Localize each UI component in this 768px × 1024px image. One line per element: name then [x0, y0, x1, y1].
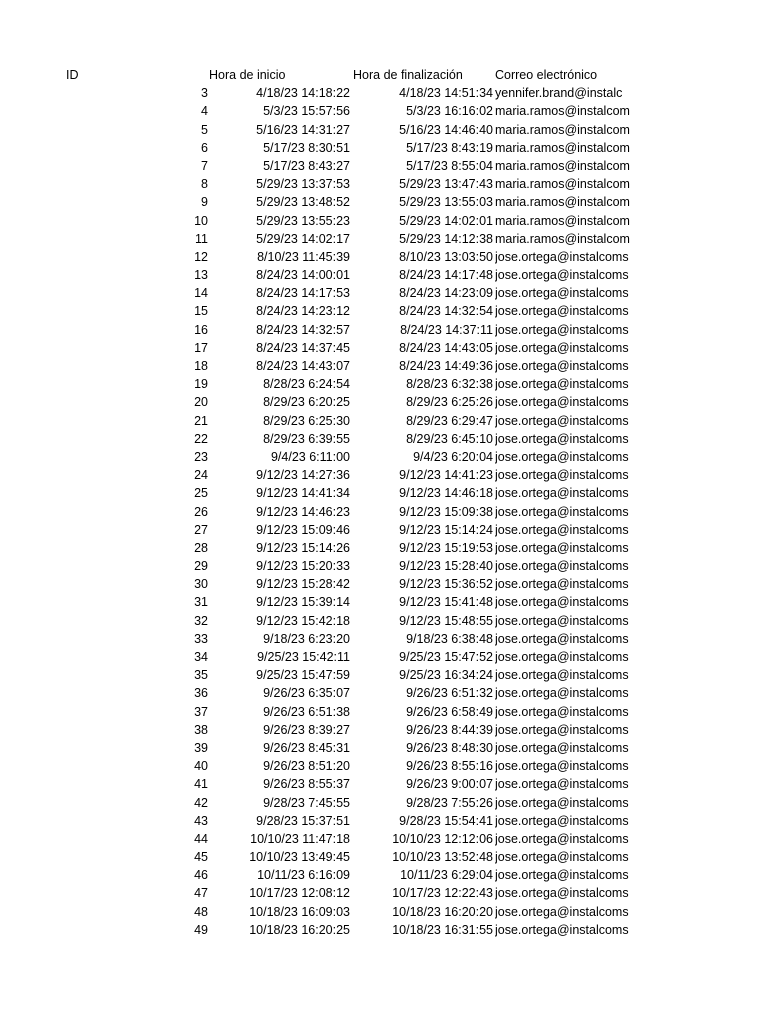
- cell-end-time[interactable]: 4/18/23 14:51:34: [399, 86, 493, 101]
- cell-id[interactable]: 23: [194, 449, 208, 464]
- cell-start-time[interactable]: 10/17/23 12:08:12: [249, 886, 350, 901]
- table-row: [0, 466, 768, 484]
- cell-email[interactable]: yennifer.brand@instalc: [495, 86, 623, 101]
- table-row: [0, 248, 768, 266]
- cell-email[interactable]: maria.ramos@instalcom: [495, 158, 630, 173]
- cell-end-time[interactable]: 9/12/23 15:48:55: [399, 613, 493, 628]
- cell-email[interactable]: jose.ortega@instalcoms: [495, 759, 629, 774]
- cell-start-time[interactable]: 5/17/23 8:30:51: [263, 140, 350, 155]
- cell-start-time[interactable]: 10/18/23 16:20:25: [249, 922, 350, 937]
- cell-end-time[interactable]: 8/24/23 14:43:05: [399, 340, 493, 355]
- cell-id[interactable]: 42: [194, 795, 208, 810]
- cell-end-time[interactable]: 10/11/23 6:29:04: [400, 868, 493, 883]
- cell-start-time[interactable]: 9/26/23 6:51:38: [263, 704, 350, 719]
- cell-id[interactable]: 29: [194, 559, 208, 574]
- cell-id[interactable]: 7: [201, 158, 208, 173]
- table-row: [0, 339, 768, 357]
- cell-start-time[interactable]: 9/26/23 8:55:37: [263, 777, 350, 792]
- cell-start-time[interactable]: 9/26/23 6:35:07: [263, 686, 350, 701]
- table-row: [0, 193, 768, 211]
- cell-email[interactable]: jose.ortega@instalcoms: [495, 304, 629, 319]
- table-row: [0, 121, 768, 139]
- cell-end-time[interactable]: 8/24/23 14:23:09: [399, 286, 493, 301]
- cell-end-time[interactable]: 5/16/23 14:46:40: [399, 122, 493, 137]
- cell-email[interactable]: jose.ortega@instalcoms: [495, 322, 629, 337]
- table-row: [0, 703, 768, 721]
- table-row: [0, 830, 768, 848]
- table-row: [0, 757, 768, 775]
- cell-email[interactable]: jose.ortega@instalcoms: [495, 850, 629, 865]
- cell-end-time[interactable]: 9/26/23 9:00:07: [406, 777, 493, 792]
- cell-end-time[interactable]: 8/29/23 6:45:10: [406, 431, 493, 446]
- cell-email[interactable]: jose.ortega@instalcoms: [495, 831, 629, 846]
- cell-end-time[interactable]: 10/17/23 12:22:43: [392, 886, 493, 901]
- cell-email[interactable]: jose.ortega@instalcoms: [495, 868, 629, 883]
- cell-id[interactable]: 20: [194, 395, 208, 410]
- cell-id[interactable]: 39: [194, 740, 208, 755]
- table-row: [0, 721, 768, 739]
- table-row: [0, 484, 768, 502]
- cell-end-time[interactable]: 8/29/23 6:25:26: [406, 395, 493, 410]
- table-row: [0, 648, 768, 666]
- cell-email[interactable]: jose.ortega@instalcoms: [495, 468, 629, 483]
- table-body: [0, 84, 768, 939]
- cell-start-time[interactable]: 5/29/23 14:02:17: [256, 231, 350, 246]
- cell-end-time[interactable]: 8/24/23 14:49:36: [399, 359, 493, 373]
- cell-email[interactable]: maria.ramos@instalcom: [495, 213, 630, 228]
- cell-start-time[interactable]: 8/24/23 14:00:01: [256, 268, 350, 283]
- cell-id[interactable]: 13: [194, 268, 208, 283]
- cell-end-time[interactable]: 10/18/23 16:20:20: [392, 904, 493, 919]
- table-row: [0, 884, 768, 902]
- cell-email[interactable]: jose.ortega@instalcoms: [495, 540, 629, 555]
- cell-id[interactable]: 44: [194, 831, 208, 846]
- cell-end-time[interactable]: 9/12/23 15:14:24: [399, 522, 493, 537]
- cell-start-time[interactable]: 9/12/23 15:14:26: [256, 540, 350, 555]
- table-row: [0, 102, 768, 120]
- cell-start-time[interactable]: 5/29/23 13:37:53: [256, 177, 350, 192]
- cell-start-time[interactable]: 9/28/23 7:45:55: [263, 795, 350, 810]
- cell-email[interactable]: maria.ramos@instalcom: [495, 195, 630, 210]
- table-row: [0, 84, 768, 102]
- cell-start-time[interactable]: 8/24/23 14:17:53: [256, 286, 350, 301]
- cell-email[interactable]: maria.ramos@instalcom: [495, 140, 630, 155]
- cell-email[interactable]: jose.ortega@instalcoms: [495, 904, 629, 919]
- cell-end-time[interactable]: 9/4/23 6:20:04: [413, 449, 493, 464]
- header-end-time[interactable]: Hora de finalización: [353, 68, 463, 82]
- cell-end-time[interactable]: 9/26/23 8:55:16: [406, 759, 493, 774]
- cell-email[interactable]: maria.ramos@instalcom: [495, 122, 630, 137]
- cell-email[interactable]: jose.ortega@instalcoms: [495, 650, 629, 664]
- cell-end-time[interactable]: 9/12/23 15:36:52: [399, 577, 493, 592]
- cell-id[interactable]: 40: [194, 759, 208, 774]
- cell-email[interactable]: jose.ortega@instalcoms: [495, 504, 629, 519]
- cell-id[interactable]: 34: [194, 650, 208, 664]
- table-row: [0, 739, 768, 757]
- cell-end-time[interactable]: 8/29/23 6:29:47: [406, 413, 493, 428]
- table-row: [0, 448, 768, 466]
- cell-start-time[interactable]: 9/12/23 15:28:42: [256, 577, 350, 592]
- header-row: [0, 66, 768, 84]
- table-row: [0, 557, 768, 575]
- table-row: [0, 775, 768, 793]
- cell-email[interactable]: jose.ortega@instalcoms: [495, 704, 629, 719]
- cell-start-time[interactable]: 8/10/23 11:45:39: [257, 249, 350, 264]
- table-row: [0, 212, 768, 230]
- cell-start-time[interactable]: 9/12/23 14:41:34: [256, 486, 350, 501]
- cell-id[interactable]: 30: [194, 577, 208, 592]
- cell-end-time[interactable]: 9/26/23 8:48:30: [406, 740, 493, 755]
- table-row: [0, 157, 768, 175]
- cell-end-time[interactable]: 5/29/23 13:47:43: [399, 177, 493, 192]
- cell-start-time[interactable]: 8/24/23 14:37:45: [256, 340, 350, 355]
- cell-end-time[interactable]: 9/25/23 15:47:52: [399, 650, 493, 664]
- cell-email[interactable]: maria.ramos@instalcom: [495, 177, 630, 192]
- cell-end-time[interactable]: 10/10/23 13:52:48: [392, 850, 493, 865]
- cell-start-time[interactable]: 8/29/23 6:20:25: [263, 395, 350, 410]
- cell-email[interactable]: jose.ortega@instalcoms: [495, 740, 629, 755]
- table-row: [0, 430, 768, 448]
- cell-end-time[interactable]: 9/26/23 6:58:49: [406, 704, 493, 719]
- table-row: [0, 539, 768, 557]
- cell-id[interactable]: 11: [195, 231, 208, 246]
- cell-id[interactable]: 36: [194, 686, 208, 701]
- table-row: [0, 612, 768, 630]
- cell-id[interactable]: 37: [194, 704, 208, 719]
- cell-email[interactable]: jose.ortega@instalcoms: [495, 813, 629, 828]
- cell-email[interactable]: jose.ortega@instalcoms: [495, 577, 629, 592]
- cell-id[interactable]: 15: [194, 304, 208, 319]
- cell-end-time[interactable]: 9/12/23 15:09:38: [399, 504, 493, 519]
- cell-end-time[interactable]: 5/3/23 16:16:02: [406, 104, 493, 119]
- cell-end-time[interactable]: 10/10/23 12:12:06: [392, 831, 493, 846]
- table-row: [0, 593, 768, 611]
- header-id[interactable]: ID: [66, 68, 79, 82]
- cell-email[interactable]: jose.ortega@instalcoms: [495, 613, 629, 628]
- cell-start-time[interactable]: 8/24/23 14:23:12: [256, 304, 350, 319]
- cell-start-time[interactable]: 5/29/23 13:55:23: [256, 213, 350, 228]
- cell-email[interactable]: jose.ortega@instalcoms: [495, 559, 629, 574]
- cell-email[interactable]: jose.ortega@instalcoms: [495, 595, 629, 610]
- cell-start-time[interactable]: 8/24/23 14:43:07: [256, 359, 350, 373]
- cell-end-time[interactable]: 9/18/23 6:38:48: [406, 631, 493, 646]
- cell-email[interactable]: jose.ortega@instalcoms: [495, 249, 629, 264]
- cell-id[interactable]: 43: [194, 813, 208, 828]
- cell-end-time[interactable]: 8/28/23 6:32:38: [406, 377, 493, 392]
- table-row: [0, 684, 768, 702]
- cell-id[interactable]: 49: [194, 922, 208, 937]
- cell-end-time[interactable]: 9/28/23 15:54:41: [399, 813, 493, 828]
- cell-end-time[interactable]: 8/24/23 14:37:11: [400, 322, 493, 337]
- cell-start-time[interactable]: 9/12/23 15:42:18: [256, 613, 350, 628]
- cell-id[interactable]: 24: [194, 468, 208, 483]
- cell-id[interactable]: 38: [194, 722, 208, 737]
- cell-id[interactable]: 33: [194, 631, 208, 646]
- cell-id[interactable]: 18: [194, 359, 208, 373]
- cell-email[interactable]: jose.ortega@instalcoms: [495, 631, 629, 646]
- cell-end-time[interactable]: 9/28/23 7:55:26: [406, 795, 493, 810]
- cell-email[interactable]: maria.ramos@instalcom: [495, 231, 630, 246]
- cell-start-time[interactable]: 5/29/23 13:48:52: [256, 195, 350, 210]
- cell-start-time[interactable]: 9/26/23 8:39:27: [263, 722, 350, 737]
- cell-start-time[interactable]: 9/12/23 14:27:36: [256, 468, 350, 483]
- cell-end-time[interactable]: 9/26/23 8:44:39: [406, 722, 493, 737]
- cell-email[interactable]: jose.ortega@instalcoms: [495, 395, 629, 410]
- cell-start-time[interactable]: 9/12/23 15:20:33: [256, 559, 350, 574]
- cell-id[interactable]: 6: [201, 140, 208, 155]
- cell-email[interactable]: jose.ortega@instalcoms: [495, 886, 629, 901]
- table-row: [0, 521, 768, 539]
- cell-start-time[interactable]: 9/28/23 15:37:51: [256, 813, 350, 828]
- cell-email[interactable]: jose.ortega@instalcoms: [495, 413, 629, 428]
- cell-id[interactable]: 5: [201, 122, 208, 137]
- cell-end-time[interactable]: 5/29/23 13:55:03: [399, 195, 493, 210]
- cell-id[interactable]: 25: [194, 486, 208, 501]
- table-row: [0, 812, 768, 830]
- cell-id[interactable]: 35: [194, 668, 208, 683]
- cell-email[interactable]: jose.ortega@instalcoms: [495, 377, 629, 392]
- table-row: [0, 866, 768, 884]
- table-row: [0, 575, 768, 593]
- cell-end-time[interactable]: 9/12/23 15:41:48: [399, 595, 493, 610]
- table-row: [0, 666, 768, 684]
- cell-start-time[interactable]: 9/18/23 6:23:20: [263, 631, 350, 646]
- cell-id[interactable]: 22: [194, 431, 208, 446]
- table-row: [0, 630, 768, 648]
- cell-id[interactable]: 12: [194, 249, 208, 264]
- cell-start-time[interactable]: 5/17/23 8:43:27: [263, 158, 350, 173]
- cell-start-time[interactable]: 8/28/23 6:24:54: [263, 377, 350, 392]
- cell-id[interactable]: 14: [194, 286, 208, 301]
- table-row: [0, 284, 768, 302]
- cell-id[interactable]: 45: [194, 850, 208, 865]
- cell-id[interactable]: 10: [194, 213, 208, 228]
- table-row: [0, 794, 768, 812]
- cell-end-time[interactable]: 9/26/23 6:51:32: [406, 686, 493, 701]
- cell-end-time[interactable]: 9/12/23 14:46:18: [399, 486, 493, 501]
- cell-email[interactable]: jose.ortega@instalcoms: [495, 522, 629, 537]
- cell-start-time[interactable]: 9/12/23 15:39:14: [256, 595, 350, 610]
- table-row: [0, 302, 768, 320]
- cell-email[interactable]: jose.ortega@instalcoms: [495, 795, 629, 810]
- cell-start-time[interactable]: 8/29/23 6:39:55: [263, 431, 350, 446]
- cell-start-time[interactable]: 9/12/23 14:46:23: [256, 504, 350, 519]
- header-start-time[interactable]: Hora de inicio: [209, 68, 286, 82]
- cell-id[interactable]: 8: [201, 177, 208, 192]
- table-row: [0, 357, 768, 375]
- table-row: [0, 848, 768, 866]
- cell-end-time[interactable]: 5/29/23 14:02:01: [399, 213, 493, 228]
- cell-email[interactable]: jose.ortega@instalcoms: [495, 668, 629, 683]
- table-row: [0, 412, 768, 430]
- cell-email[interactable]: jose.ortega@instalcoms: [495, 722, 629, 737]
- cell-id[interactable]: 47: [194, 886, 208, 901]
- table-row: [0, 393, 768, 411]
- cell-start-time[interactable]: 9/25/23 15:47:59: [256, 668, 350, 683]
- cell-end-time[interactable]: 9/25/23 16:34:24: [399, 668, 493, 683]
- cell-start-time[interactable]: 10/18/23 16:09:03: [249, 904, 350, 919]
- cell-start-time[interactable]: 5/3/23 15:57:56: [263, 104, 350, 119]
- cell-email[interactable]: jose.ortega@instalcoms: [495, 340, 629, 355]
- cell-id[interactable]: 19: [194, 377, 208, 392]
- cell-end-time[interactable]: 10/18/23 16:31:55: [392, 922, 493, 937]
- cell-id[interactable]: 31: [194, 595, 208, 610]
- table-row: [0, 266, 768, 284]
- cell-id[interactable]: 17: [194, 340, 208, 355]
- table-row: [0, 321, 768, 339]
- table-row: [0, 375, 768, 393]
- cell-start-time[interactable]: 10/10/23 11:47:18: [250, 831, 350, 846]
- cell-email[interactable]: jose.ortega@instalcoms: [495, 268, 629, 283]
- cell-id[interactable]: 27: [194, 522, 208, 537]
- cell-end-time[interactable]: 5/29/23 14:12:38: [399, 231, 493, 246]
- cell-start-time[interactable]: 9/26/23 8:45:31: [263, 740, 350, 755]
- cell-id[interactable]: 3: [201, 86, 208, 101]
- table-row: [0, 503, 768, 521]
- cell-start-time[interactable]: 9/4/23 6:11:00: [270, 449, 350, 464]
- cell-end-time[interactable]: 8/24/23 14:17:48: [399, 268, 493, 283]
- cell-start-time[interactable]: 5/16/23 14:31:27: [256, 122, 350, 137]
- cell-id[interactable]: 46: [194, 868, 208, 883]
- header-email[interactable]: Correo electrónico: [495, 68, 598, 82]
- cell-id[interactable]: 26: [194, 504, 208, 519]
- cell-end-time[interactable]: 5/17/23 8:43:19: [406, 140, 493, 155]
- cell-id[interactable]: 48: [194, 904, 208, 919]
- cell-end-time[interactable]: 9/12/23 14:41:23: [399, 468, 493, 483]
- cell-id[interactable]: 4: [201, 104, 208, 119]
- cell-email[interactable]: jose.ortega@instalcoms: [495, 486, 629, 501]
- cell-email[interactable]: jose.ortega@instalcoms: [495, 686, 629, 701]
- cell-id[interactable]: 28: [194, 540, 208, 555]
- cell-id[interactable]: 41: [194, 777, 208, 792]
- cell-start-time[interactable]: 9/25/23 15:42:11: [257, 650, 350, 664]
- cell-id[interactable]: 32: [194, 613, 208, 628]
- cell-email[interactable]: jose.ortega@instalcoms: [495, 922, 629, 937]
- cell-email[interactable]: jose.ortega@instalcoms: [495, 449, 629, 464]
- table-row: [0, 230, 768, 248]
- cell-end-time[interactable]: 8/24/23 14:32:54: [399, 304, 493, 319]
- cell-end-time[interactable]: 8/10/23 13:03:50: [399, 249, 493, 264]
- cell-email[interactable]: jose.ortega@instalcoms: [495, 359, 629, 373]
- table-row: [0, 175, 768, 193]
- table-row: [0, 921, 768, 939]
- cell-email[interactable]: maria.ramos@instalcom: [495, 104, 630, 119]
- cell-email[interactable]: jose.ortega@instalcoms: [495, 431, 629, 446]
- spreadsheet: [0, 66, 768, 939]
- cell-end-time[interactable]: 9/12/23 15:28:40: [399, 559, 493, 574]
- cell-email[interactable]: jose.ortega@instalcoms: [495, 286, 629, 301]
- cell-start-time[interactable]: 4/18/23 14:18:22: [256, 86, 350, 101]
- cell-id[interactable]: 9: [201, 195, 208, 210]
- cell-start-time[interactable]: 9/12/23 15:09:46: [256, 522, 350, 537]
- cell-start-time[interactable]: 10/10/23 13:49:45: [249, 850, 350, 865]
- cell-end-time[interactable]: 5/17/23 8:55:04: [406, 158, 493, 173]
- table-row: [0, 139, 768, 157]
- cell-end-time[interactable]: 9/12/23 15:19:53: [399, 540, 493, 555]
- cell-start-time[interactable]: 9/26/23 8:51:20: [263, 759, 350, 774]
- cell-start-time[interactable]: 8/29/23 6:25:30: [263, 413, 350, 428]
- cell-id[interactable]: 16: [194, 322, 208, 337]
- cell-email[interactable]: jose.ortega@instalcoms: [495, 777, 629, 792]
- table-row: [0, 903, 768, 921]
- cell-start-time[interactable]: 8/24/23 14:32:57: [256, 322, 350, 337]
- cell-id[interactable]: 21: [194, 413, 208, 428]
- cell-start-time[interactable]: 10/11/23 6:16:09: [257, 868, 350, 883]
